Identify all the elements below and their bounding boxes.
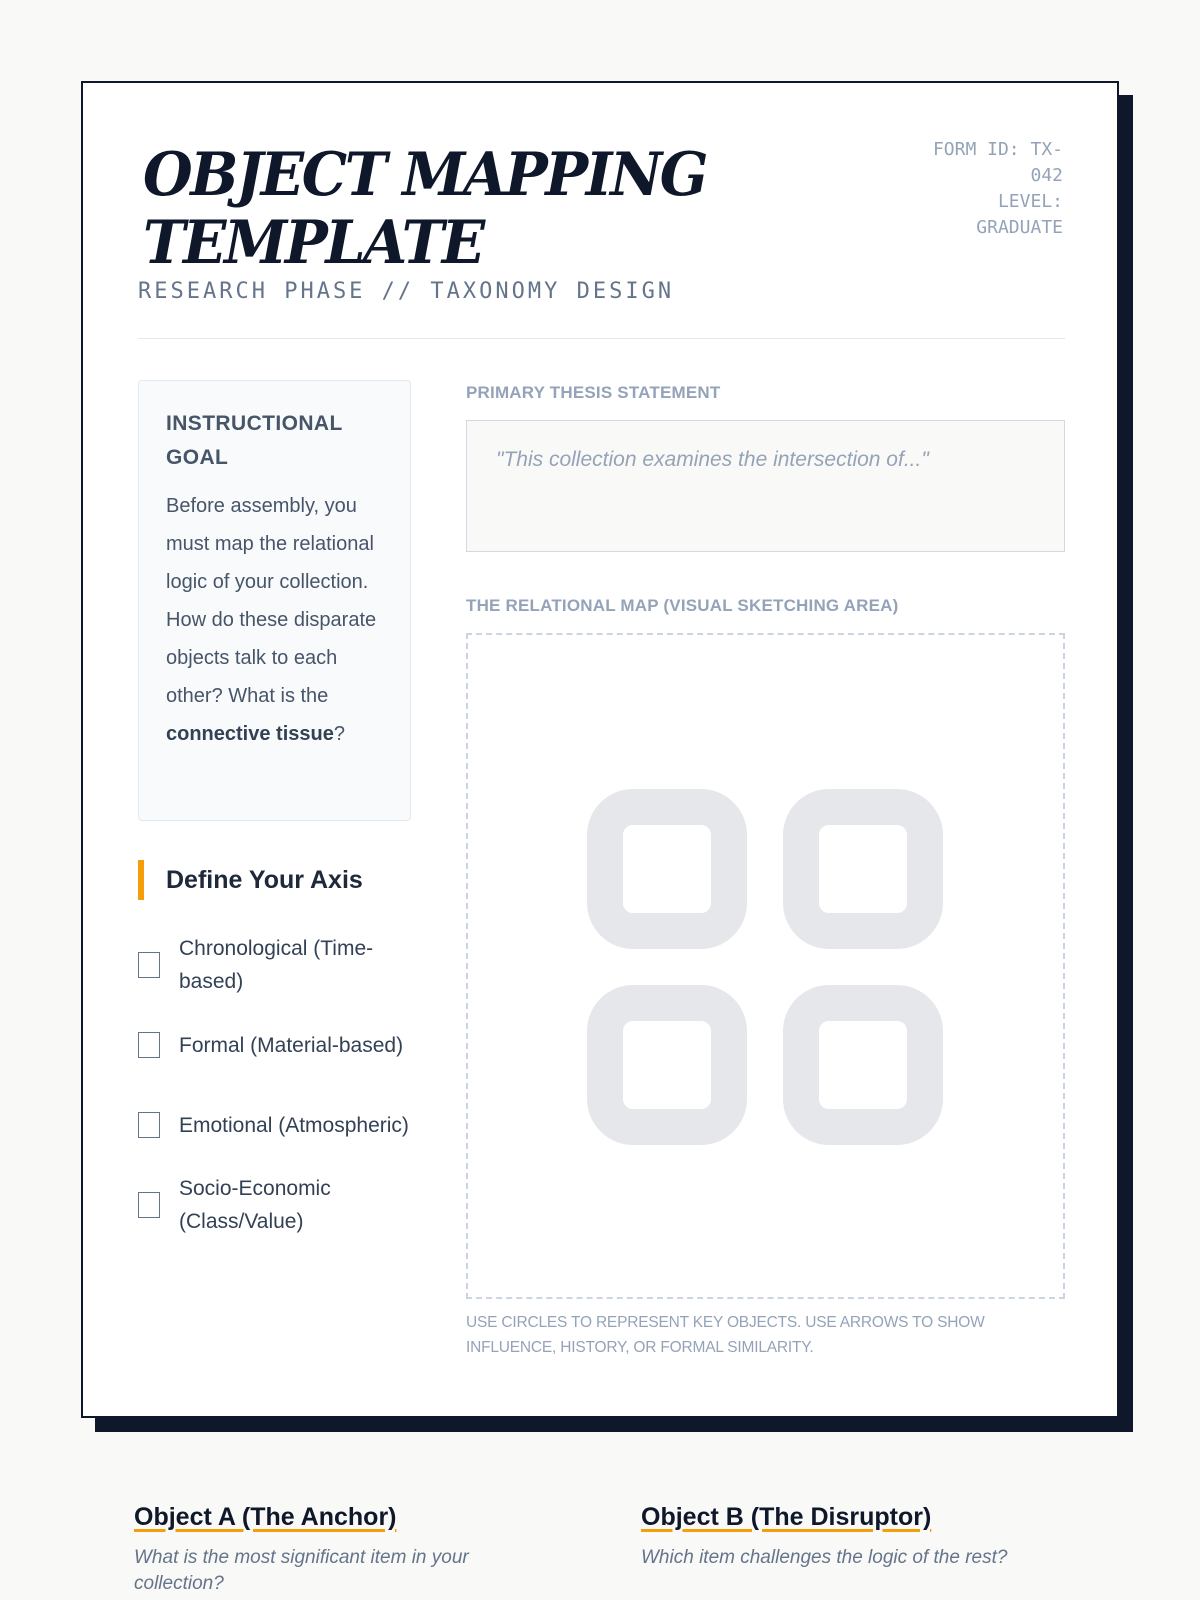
- grid-cell-bottom-left: [605, 1003, 729, 1127]
- header-divider: [138, 338, 1065, 339]
- checkbox-chronological[interactable]: [138, 952, 160, 978]
- goal-text-end: ?: [333, 723, 345, 745]
- thesis-label: PRIMARY THESIS STATEMENT: [466, 383, 721, 402]
- page-subtitle: RESEARCH PHASE // TAXONOMY DESIGN: [138, 279, 675, 304]
- title-line-1: OBJECT MAPPING: [143, 140, 707, 210]
- object-a-title: Object A (The Anchor): [134, 1503, 397, 1531]
- object-b-question: Which item challenges the logic of the rest?: [641, 1547, 1008, 1568]
- form-id: FORM ID: TX-042: [932, 139, 1063, 186]
- axis-option-emotional[interactable]: [138, 1085, 428, 1165]
- object-b-card: [641, 1500, 1041, 1571]
- checkbox-formal[interactable]: [138, 1032, 160, 1058]
- relational-map-hint: USE CIRCLES TO REPRESENT KEY OBJECTS. USE ARROWS TO SHOW INFLUENCE, HISTORY, OR FORMAL SIMILARITY.: [466, 1314, 985, 1356]
- axis-option-label: Socio-Economic (Class/Value): [179, 1177, 331, 1233]
- axis-option-formal[interactable]: [138, 1005, 428, 1085]
- instructional-goal-title: INSTRUCTIONAL GOAL: [166, 412, 343, 469]
- goal-text-start: Before assembly, you must map the relational logic of your collection. How do these disparate objects talk to each other? What is the: [166, 495, 377, 707]
- thesis-input[interactable]: "This collection examines the intersection of...": [466, 420, 1065, 552]
- instructional-goal-box: [138, 380, 411, 821]
- axis-options-list: [138, 925, 428, 1245]
- checkbox-emotional[interactable]: [138, 1112, 160, 1138]
- template-sheet: [81, 81, 1119, 1418]
- axis-option-label: Emotional (Atmospheric): [179, 1113, 409, 1137]
- axis-option-chronological[interactable]: [138, 925, 428, 1005]
- checkbox-socio-economic[interactable]: [138, 1192, 160, 1218]
- page-title: [143, 141, 706, 277]
- grid-cell-top-left: [605, 807, 729, 931]
- form-level: LEVEL: GRADUATE: [976, 191, 1063, 238]
- instructional-goal-text: [166, 487, 384, 753]
- goal-text-emphasis: connective tissue: [166, 723, 334, 745]
- title-line-2: TEMPLATE: [143, 208, 483, 278]
- object-b-title: Object B (The Disruptor): [641, 1503, 932, 1531]
- relational-map-label: THE RELATIONAL MAP (VISUAL SKETCHING AREA): [466, 596, 899, 615]
- grid-cell-top-right: [801, 807, 925, 931]
- form-meta: [913, 137, 1063, 241]
- axis-option-socio-economic[interactable]: [138, 1165, 428, 1245]
- grid-cell-bottom-right: [801, 1003, 925, 1127]
- relational-map-sketch-area[interactable]: [466, 633, 1065, 1299]
- object-a-question: What is the most significant item in your collection?: [134, 1547, 469, 1594]
- grid-icon: [587, 789, 943, 1145]
- axis-option-label: Chronological (Time-based): [179, 937, 374, 993]
- axis-option-label: Formal (Material-based): [179, 1033, 404, 1057]
- object-a-card: [134, 1500, 534, 1597]
- axis-heading: Define Your Axis: [138, 860, 363, 900]
